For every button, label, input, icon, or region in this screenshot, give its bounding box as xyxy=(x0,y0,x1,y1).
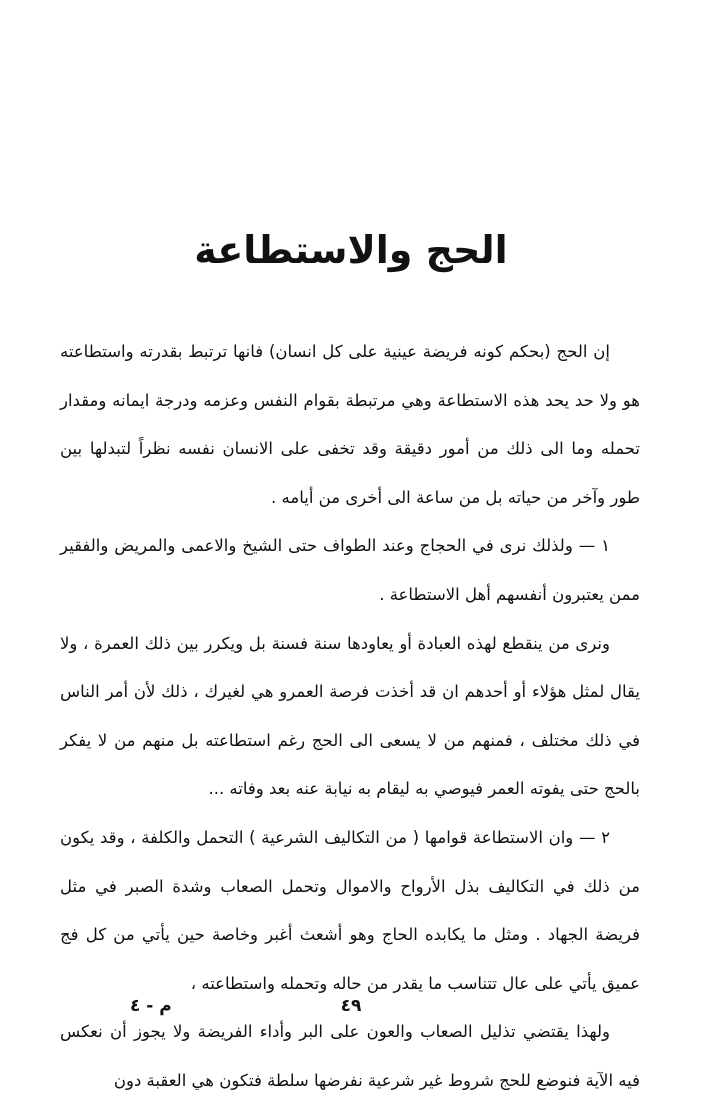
paragraph-intro: إن الحج (بحكم كونه فريضة عينية على كل انسان) فانها ترتبط بقدرته واستطاعته هو ولا حد يحد هذه الاستطاعة وهي مرتبطة بقوام النفس وعزمه ودرجة ايمانه ومقدار تحمله وما الى ذلك من أمور دقيقة وقد تخفى على الانسان نفسه نظراً لتبدلها بين طور وآخر من حياته بل من ساعة الى أخرى من أيامه . xyxy=(60,342,640,507)
paragraph-repeat-pilgrims: ونرى من ينقطع لهذه العبادة أو يعاودها سنة فسنة بل ويكرر بين ذلك العمرة ، ولا يقال لمثل هؤلاء أو أحدهم ان قد أخذت فرصة العمرو هي لغيرك ، ذلك لأن أمر الناس في ذلك مختلف ، فمنهم من لا يسعى الى الحج رغم استطاعته بل منهم من لا يفكر بالحج حتى يفوته العمر فيوصي به ليقام به نيابة عنه بعد وفاته ... xyxy=(60,633,640,799)
page-title: الحج والاستطاعة xyxy=(194,228,508,272)
paragraph-point-2: ٢ — وان الاستطاعة قوامها ( من التكاليف الشرعية ) التحمل والكلفة ، وقد يكون من ذلك في التكاليف بذل الأرواح والاموال وتحمل الصعاب وشدة الصبر في مثل فريضة الجهاد . ومثل ما يكابده الحاج وهو أشعث أغبر وخاصة حين يأتي من كل فج عميق يأتي على عال تتناسب ما يقدر من حاله وتحمله واستطاعته ، xyxy=(60,827,640,993)
page-footer xyxy=(0,996,702,1026)
paragraph-conclusion: ولهذا يقتضي تذليل الصعاب والعون على البر وأداء الفريضة ولا يجوز أن نعكس فيه الآية فنوضع للحج شروط غير شرعية نفرضها سلطة فتكون هي العقبة دون xyxy=(60,1022,640,1090)
body-text xyxy=(60,328,640,1106)
signature-mark: م - ٤ xyxy=(130,996,172,1016)
paragraph-point-1: ١ — ولذلك نرى في الحجاج وعند الطواف حتى الشيخ والاعمى والمريض والفقير ممن يعتبرون أنفسهم أهل الاستطاعة . xyxy=(60,536,640,604)
page-number: ٤٩ xyxy=(340,996,362,1016)
